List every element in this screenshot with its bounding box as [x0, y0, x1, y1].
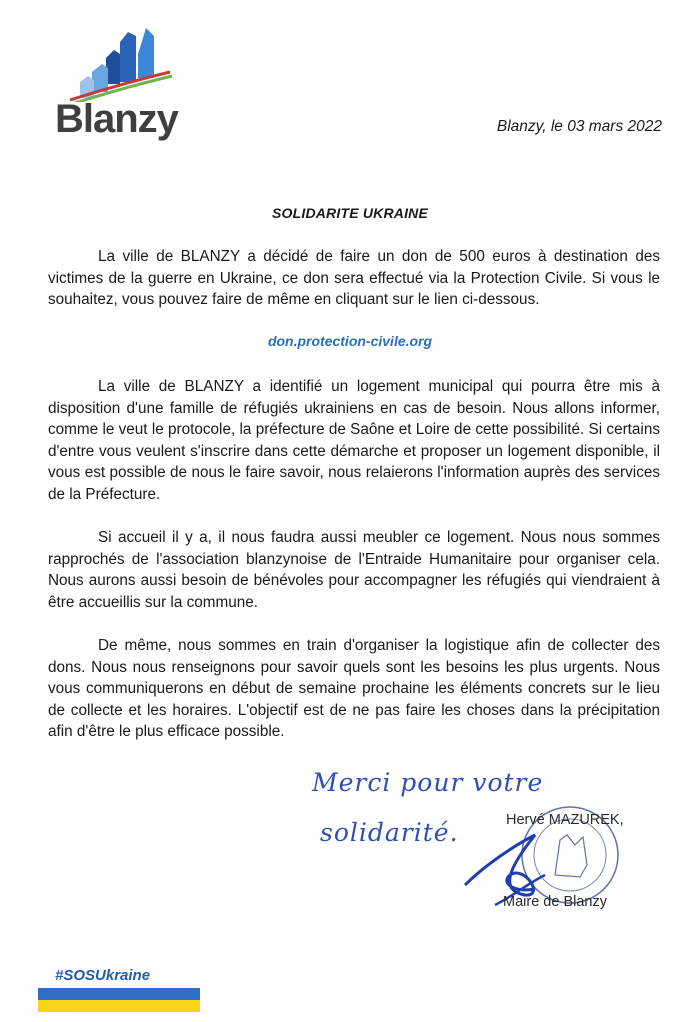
logo-text: Blanzy: [55, 97, 178, 141]
paragraph-housing: La ville de BLANZY a identifié un logement municipal qui pourra être mis à disposition d'une famille de réfugiés ukrainiens en cas de besoin. Nous allons informer, comme le veut le protocole, la préfecture de Saône et Loire de cette possibilité. Si certains d'entre vous veulent s'inscrire dans cette démarche et proposer un logement disponible, il vous est possible de nous le faire savoir, nous relaierons l'information auprès des services de la Préfecture.: [48, 378, 660, 503]
flag-blue-stripe: [38, 988, 200, 1000]
handwritten-thanks-line1: Merci pour votre: [312, 768, 544, 797]
paragraph-donation: La ville de BLANZY a décidé de faire un don de 500 euros à destination des victimes de la guerre en Ukraine, ce don sera effectué via la Protection Civile. Si vous le souhaitez, vous pouvez faire de même en cliquant sur le lien ci-dessous.: [48, 248, 660, 308]
letter-date: Blanzy, le 03 mars 2022: [496, 118, 662, 135]
blanzy-logo-icon: [50, 22, 180, 102]
paragraph-furnishing: Si accueil il y a, il nous faudra aussi meubler ce logement. Nous nous sommes rapprochés de l'association blanzynoise de l'Entraide Humanitaire pour organiser cela. Nous aurons aussi besoin de bénévoles pour accompagner les réfugiés qui viendraient à être accueillis sur la commune.: [48, 529, 660, 611]
flag-yellow-stripe: [38, 1000, 200, 1012]
signer-name: Hervé MAZUREK,: [506, 812, 624, 828]
ukraine-flag: [38, 988, 200, 1012]
paragraph-logistics: De même, nous sommes en train d'organiser la logistique afin de collecter des dons. Nous nous renseignons pour savoir quels sont les besoins les plus urgents. Nous vous communiquerons en début de semaine prochaine les éléments concrets sur le lieu de collecte et les horaires. L'objectif est de ne pas faire les choses dans la précipitation afin d'être le plus efficace possible.: [48, 637, 660, 740]
signer-role: Maire de Blanzy: [503, 894, 607, 910]
hashtag-sosukraine: #SOSUkraine: [55, 967, 151, 984]
donation-link[interactable]: don.protection-civile.org: [267, 333, 433, 349]
blanzy-logo: [50, 22, 180, 141]
handwritten-thanks-line2: solidarité.: [320, 818, 459, 847]
letter-title: SOLIDARITE UKRAINE: [271, 205, 429, 221]
